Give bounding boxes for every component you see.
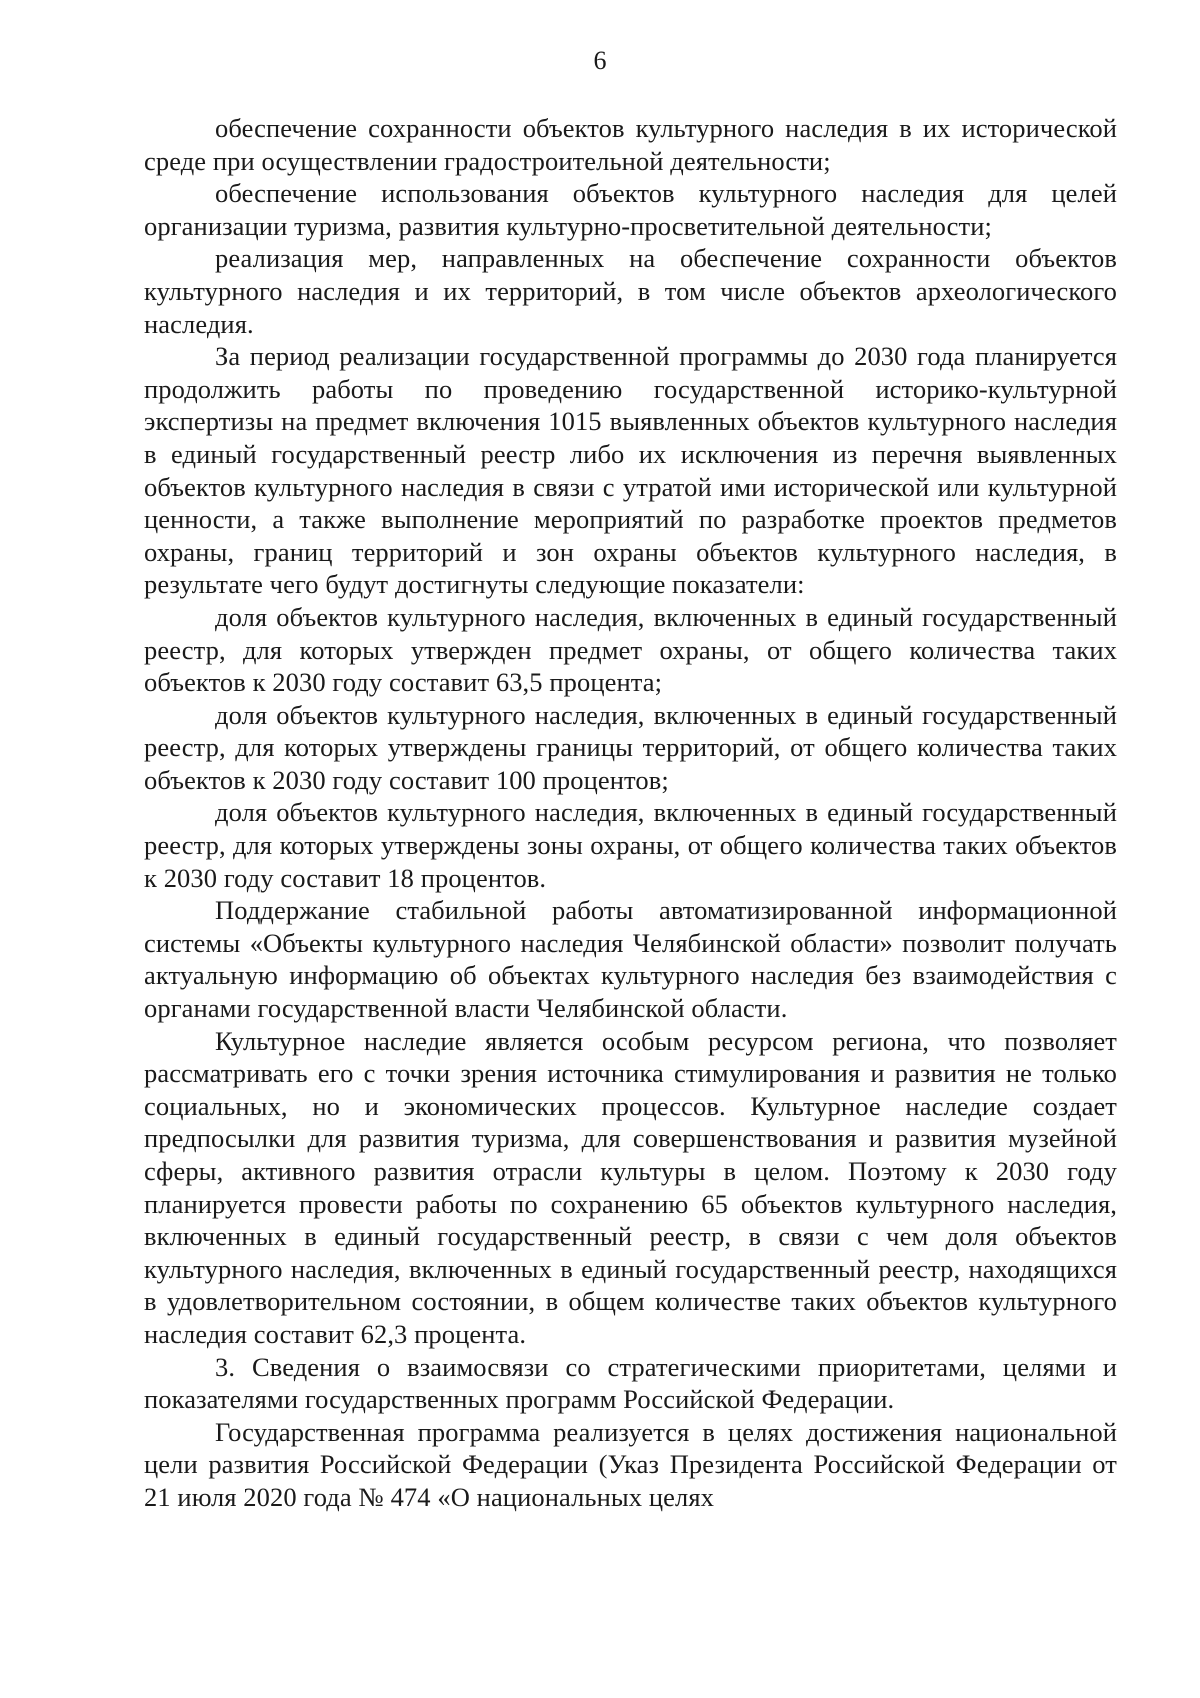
- paragraph-national-goals: Государственная программа реализуется в целях достижения национальной цели развития Российской Федерации (Указ Президента Российской Федерации от 21 июля 2020 года № 474 «О национальных целях: [144, 1416, 1117, 1512]
- paragraph-indicator-protection-zones: доля объектов культурного наследия, включенных в единый государственный реестр, для которых утверждены зоны охраны, от общего количества таких объектов к 2030 году составит 18 процентов.: [144, 797, 1117, 893]
- paragraph-indicator-territory-borders: доля объектов культурного наследия, включенных в единый государственный реестр, для которых утверждены границы территорий, от общего количества таких объектов к 2030 году составит 100 процентов;: [144, 699, 1117, 795]
- paragraph-indicator-protection-subject: доля объектов культурного наследия, включенных в единый государственный реестр, для которых утвержден предмет охраны, от общего количества таких объектов к 2030 году составит 63,5 процента;: [144, 601, 1117, 698]
- paragraph-cultural-heritage-resource: Культурное наследие является особым ресурсом региона, что позволяет рассматривать его с точки зрения источника стимулирования и развития не только социальных, но и экономических процессов. Культурное наследие создает предпосылки для развития туризма, для совершенствования и развития музейной сферы, активного развития отрасли культуры в целом. Поэтому к 2030 году планируется провести работы по сохранению 65 объектов культурного наследия, включенных в единый государственный реестр, в связи с чем доля объектов культурного наследия, включенных в единый государственный реестр, находящихся в удовлетворительном состоянии, в общем количестве таких объектов культурного наследия составит 62,3 процента.: [144, 1025, 1117, 1349]
- paragraph-section-3-heading: 3. Сведения о взаимосвязи со стратегическими приоритетами, целями и показателями государственных программ Российской Федерации.: [144, 1351, 1117, 1415]
- page-number: 6: [593, 46, 607, 75]
- paragraph-information-system: Поддержание стабильной работы автоматизированной информационной системы «Объекты культурного наследия Челябинской области» позволит получать актуальную информацию об объектах культурного наследия без взаимодействия с органами государственной власти Челябинской области.: [144, 895, 1117, 1024]
- paragraph-heritage-tourism: обеспечение использования объектов культурного наследия для целей организации туризма, развития культурно-просветительной деятельности;: [144, 178, 1117, 241]
- document-body: [144, 112, 1117, 1514]
- paragraph-program-period: За период реализации государственной программы до 2030 года планируется продолжить работы по проведению государственной историко-культурной экспертизы на предмет включения 1015 выявленных объектов культурного наследия в единый государственный реестр либо их исключения из перечня выявленных объектов культурного наследия в связи с утратой ими исторической или культурной ценности, а также выполнение мероприятий по разработке проектов предметов охраны, границ территорий и зон охраны объектов культурного наследия, в результате чего будут достигнуты следующие показатели:: [144, 341, 1117, 600]
- paragraph-heritage-preservation: обеспечение сохранности объектов культурного наследия в их исторической среде при осуществлении градостроительной деятельности;: [144, 113, 1117, 176]
- paragraph-heritage-measures: реализация мер, направленных на обеспечение сохранности объектов культурного наследия и их территорий, в том числе объектов археологического наследия.: [144, 243, 1117, 339]
